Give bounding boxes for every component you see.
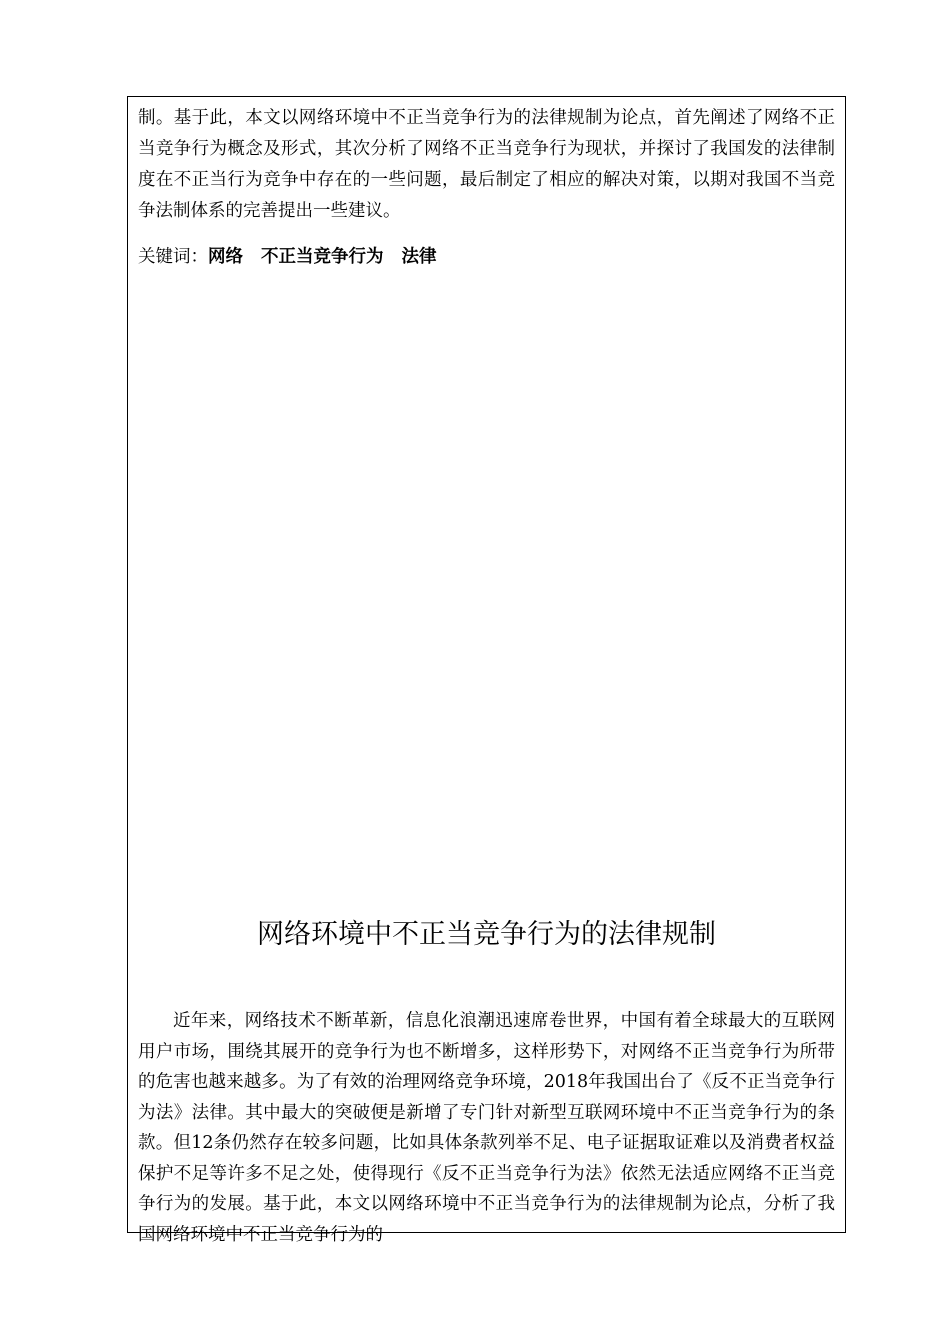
keyword-item: 法律 <box>401 247 437 267</box>
keyword-item: 网络 <box>208 247 243 267</box>
page-frame <box>127 96 846 1245</box>
keywords-label: 关键词： <box>138 247 208 267</box>
keywords-line <box>138 243 835 271</box>
keyword-item: 不正当竞争行为 <box>261 247 384 267</box>
document-title: 网络环境中不正当竞争行为的法律规制 <box>257 919 716 950</box>
abstract-text: 制。基于此，本文以网络环境中不正当竞争行为的法律规制为论点，首先阐述了网络不正当竞争行为概念及形式，其次分析了网络不正当竞争行为现状，并探讨了我国发的法律制度在不正当行为竞争中存在的一些问题，最后制定了相应的解决对策，以期对我国不当竞争法制体系的完善提出一些建议。 <box>138 108 835 221</box>
intro-paragraph: 近年来，网络技术不断革新，信息化浪潮迅速席卷世界，中国有着全球最大的互联网用户市场，围绕其展开的竞争行为也不断增多，这样形势下，对网络不正当竞争行为所带的危害也越来越多。为了有效的治理网络竞争环境，2018年我国出台了《反不正当竞争行为法》法律。其中最大的突破便是新增了专门针对新型互联网环境中不正当竞争行为的条款。但12条仍然存在较多问题，比如具体条款列举不足、电子证据取证难以及消费者权益保护不足等许多不足之处，使得现行《反不正当竞争行为法》依然无法适应网络不正当竞争行为的发展。基于此，本文以网络环境中不正当竞争行为的法律规制为论点，分析了我国网络环境中不正当竞争行为的 <box>138 1011 835 1245</box>
